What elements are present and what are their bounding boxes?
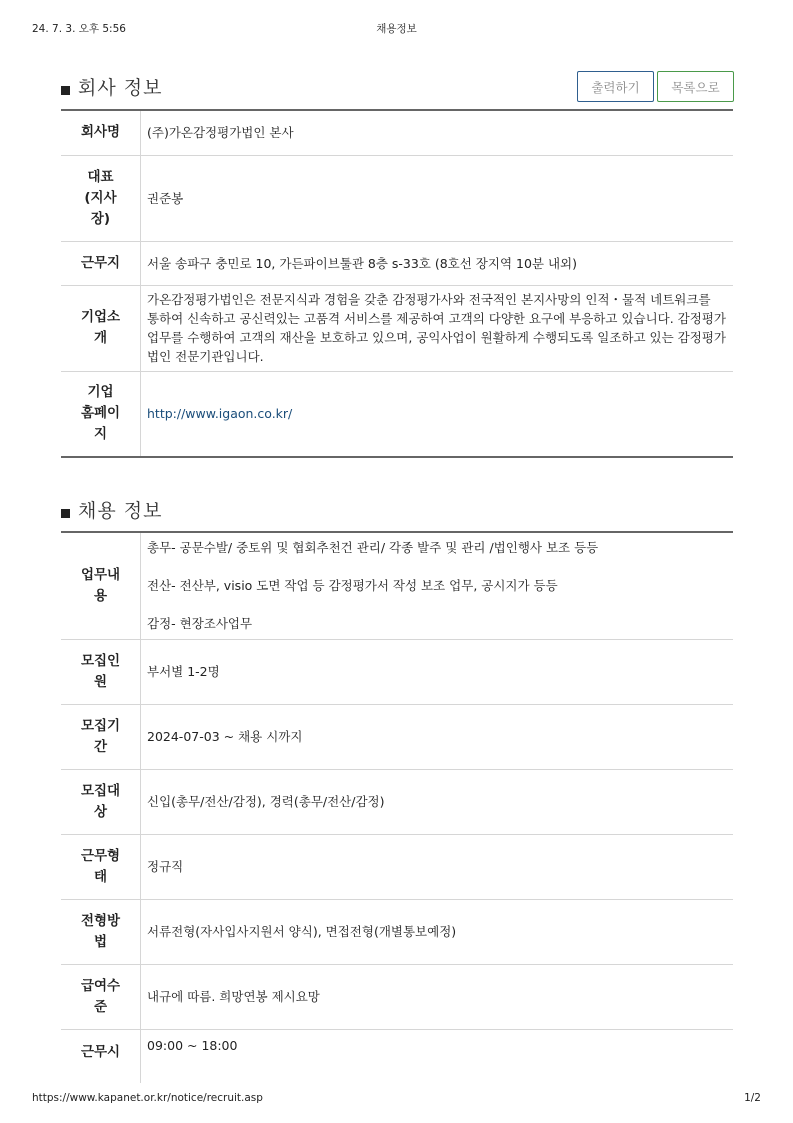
company-section-title: 회사 정보 bbox=[78, 77, 163, 99]
row-label: 근무지 bbox=[61, 241, 141, 285]
work-location: 서울 송파구 충민로 10, 가든파이브툴관 8층 s-33호 (8호선 장지역 10분 내외) bbox=[141, 241, 734, 285]
row-label: 모집인 원 bbox=[61, 639, 141, 704]
table-row bbox=[61, 241, 733, 285]
back-to-list-button[interactable]: 목록으로 bbox=[657, 71, 734, 102]
recruit-section-title: 채용 정보 bbox=[78, 500, 163, 522]
print-header bbox=[32, 21, 761, 37]
row-label: 모집기 간 bbox=[61, 704, 141, 769]
company-info-table bbox=[61, 109, 733, 458]
table-row bbox=[61, 964, 733, 1029]
row-label: 모집대 상 bbox=[61, 769, 141, 834]
table-row bbox=[61, 704, 733, 769]
document-title: 채용정보 bbox=[376, 23, 417, 35]
print-date: 24. 7. 3. 오후 5:56 bbox=[32, 23, 126, 35]
table-row bbox=[61, 155, 733, 241]
salary-level: 내규에 따름. 희망연봉 제시요망 bbox=[141, 964, 734, 1029]
table-row bbox=[61, 371, 733, 457]
duty-line: 전산- 전산부, visio 도면 작업 등 감정평가서 작성 보조 업무, 공시지가 등등 bbox=[147, 578, 558, 594]
print-button[interactable]: 출력하기 bbox=[577, 71, 654, 102]
print-footer bbox=[32, 1092, 761, 1108]
table-row bbox=[61, 110, 733, 155]
row-label: 회사명 bbox=[61, 110, 141, 155]
headcount: 부서별 1-2명 bbox=[141, 639, 734, 704]
company-introduction: 가온감정평가법인은 전문지식과 경험을 갖춘 감정평가사와 전국적인 본지사망의 인적・물적 네트워크를 통하여 신속하고 공신력있는 고품격 서비스를 제공하여 고객의 다양한 요구에 부응하고 있습니다. 감정평가업무를 수행하여 고객의 재산을 보호하고 있으며, 공익사업이 원활하게 수행되도록 일조하고 있는 감정평가법인 전문기관입니다. bbox=[141, 285, 734, 371]
row-label: 기업소 개 bbox=[61, 285, 141, 371]
page-url: https://www.kapanet.or.kr/notice/recruit.asp bbox=[32, 1092, 263, 1104]
job-duties bbox=[141, 532, 734, 639]
ceo-name: 권준봉 bbox=[141, 155, 734, 241]
row-label: 급여수 준 bbox=[61, 964, 141, 1029]
square-bullet-icon bbox=[61, 86, 70, 95]
company-section-header bbox=[61, 71, 733, 107]
row-label: 근무시 bbox=[61, 1029, 141, 1083]
table-row bbox=[61, 899, 733, 964]
row-label: 전형방 법 bbox=[61, 899, 141, 964]
recruit-section-header bbox=[61, 494, 733, 530]
table-row bbox=[61, 834, 733, 899]
table-row bbox=[61, 769, 733, 834]
recruit-period: 2024-07-03 ~ 채용 시까지 bbox=[141, 704, 734, 769]
row-label: 업무내 용 bbox=[61, 532, 141, 639]
selection-process: 서류전형(자사입사지원서 양식), 면접전형(개별통보예정) bbox=[141, 899, 734, 964]
table-row bbox=[61, 532, 733, 639]
page-number: 1/2 bbox=[744, 1092, 761, 1104]
recruit-target: 신입(총무/전산/감정), 경력(총무/전산/감정) bbox=[141, 769, 734, 834]
row-label: 대표 (지사 장) bbox=[61, 155, 141, 241]
table-row bbox=[61, 285, 733, 371]
row-label: 기업 홈페이 지 bbox=[61, 371, 141, 457]
duty-line: 감정- 현장조사업무 bbox=[147, 616, 253, 632]
table-row bbox=[61, 1029, 733, 1083]
employment-type: 정규직 bbox=[141, 834, 734, 899]
square-bullet-icon bbox=[61, 509, 70, 518]
company-name: (주)가온감정평가법인 본사 bbox=[141, 110, 734, 155]
homepage-link[interactable]: http://www.igaon.co.kr/ bbox=[147, 406, 293, 422]
recruit-info-table bbox=[61, 531, 733, 1083]
work-hours: 09:00 ~ 18:00 bbox=[147, 1037, 238, 1053]
duty-line: 총무- 공문수발/ 중토위 및 협회추천건 관리/ 각종 발주 및 관리 /법인행사 보조 등등 bbox=[147, 540, 599, 556]
row-label: 근무형 태 bbox=[61, 834, 141, 899]
table-row bbox=[61, 639, 733, 704]
